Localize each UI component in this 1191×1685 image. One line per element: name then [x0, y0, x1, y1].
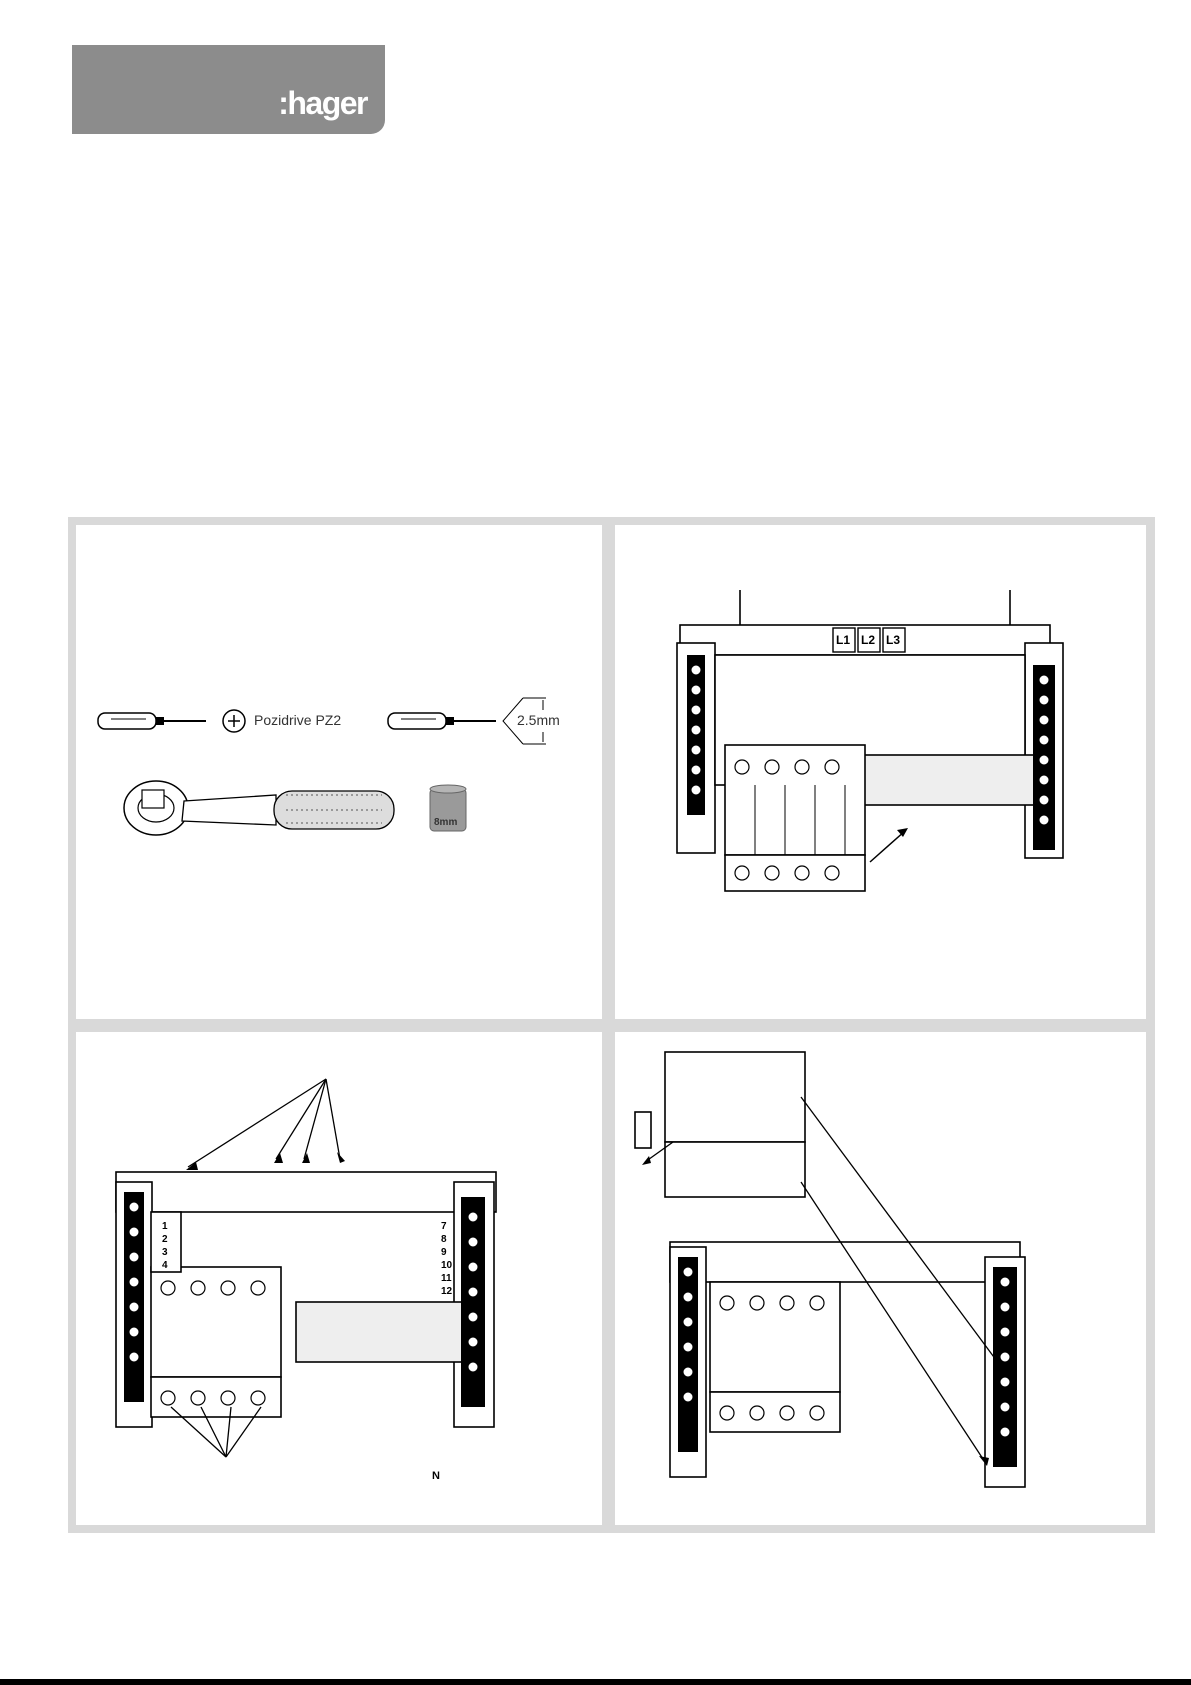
tools-illustration [76, 525, 602, 1019]
right-terminal-numbers [441, 1220, 452, 1298]
terminal-number: 1 [162, 1221, 168, 1232]
instruction-grid [68, 517, 1155, 1533]
socket-label: 8mm [434, 817, 458, 828]
busbar-assembly-illustration [615, 525, 1146, 1019]
terminal-number: 3 [162, 1247, 168, 1258]
pozidrive-screwdriver-icon [98, 710, 245, 732]
step-fit-cover-panel [615, 1032, 1146, 1525]
flat-screwdriver-label: 2.5mm [517, 712, 560, 728]
logo-text: :hager [278, 85, 367, 121]
terminal-number: 4 [162, 1260, 168, 1271]
step-insert-module-panel [615, 525, 1146, 1019]
ratchet-wrench-icon [124, 781, 394, 835]
phase-label-l1: L1 [836, 633, 851, 647]
step-connect-busbars-panel [76, 1032, 602, 1525]
hager-logo [72, 45, 385, 134]
neutral-label: N [432, 1470, 440, 1482]
page-bottom-rule [0, 1679, 1191, 1685]
terminal-number: 8 [441, 1234, 447, 1245]
terminal-number: 7 [441, 1221, 447, 1232]
phase-label-l3: L3 [886, 633, 901, 647]
pozidrive-label: Pozidrive PZ2 [254, 712, 342, 728]
terminal-number: 2 [162, 1234, 168, 1245]
left-terminal-numbers [162, 1220, 168, 1272]
busbar-connection-illustration [76, 1032, 602, 1525]
terminal-number: 11 [441, 1273, 452, 1284]
terminal-number: 9 [441, 1247, 447, 1258]
cover-fitting-illustration [615, 1032, 1146, 1525]
tools-panel [76, 525, 602, 1019]
terminal-number: 10 [441, 1260, 453, 1271]
terminal-number: 12 [441, 1286, 453, 1297]
phase-label-l2: L2 [861, 633, 876, 647]
